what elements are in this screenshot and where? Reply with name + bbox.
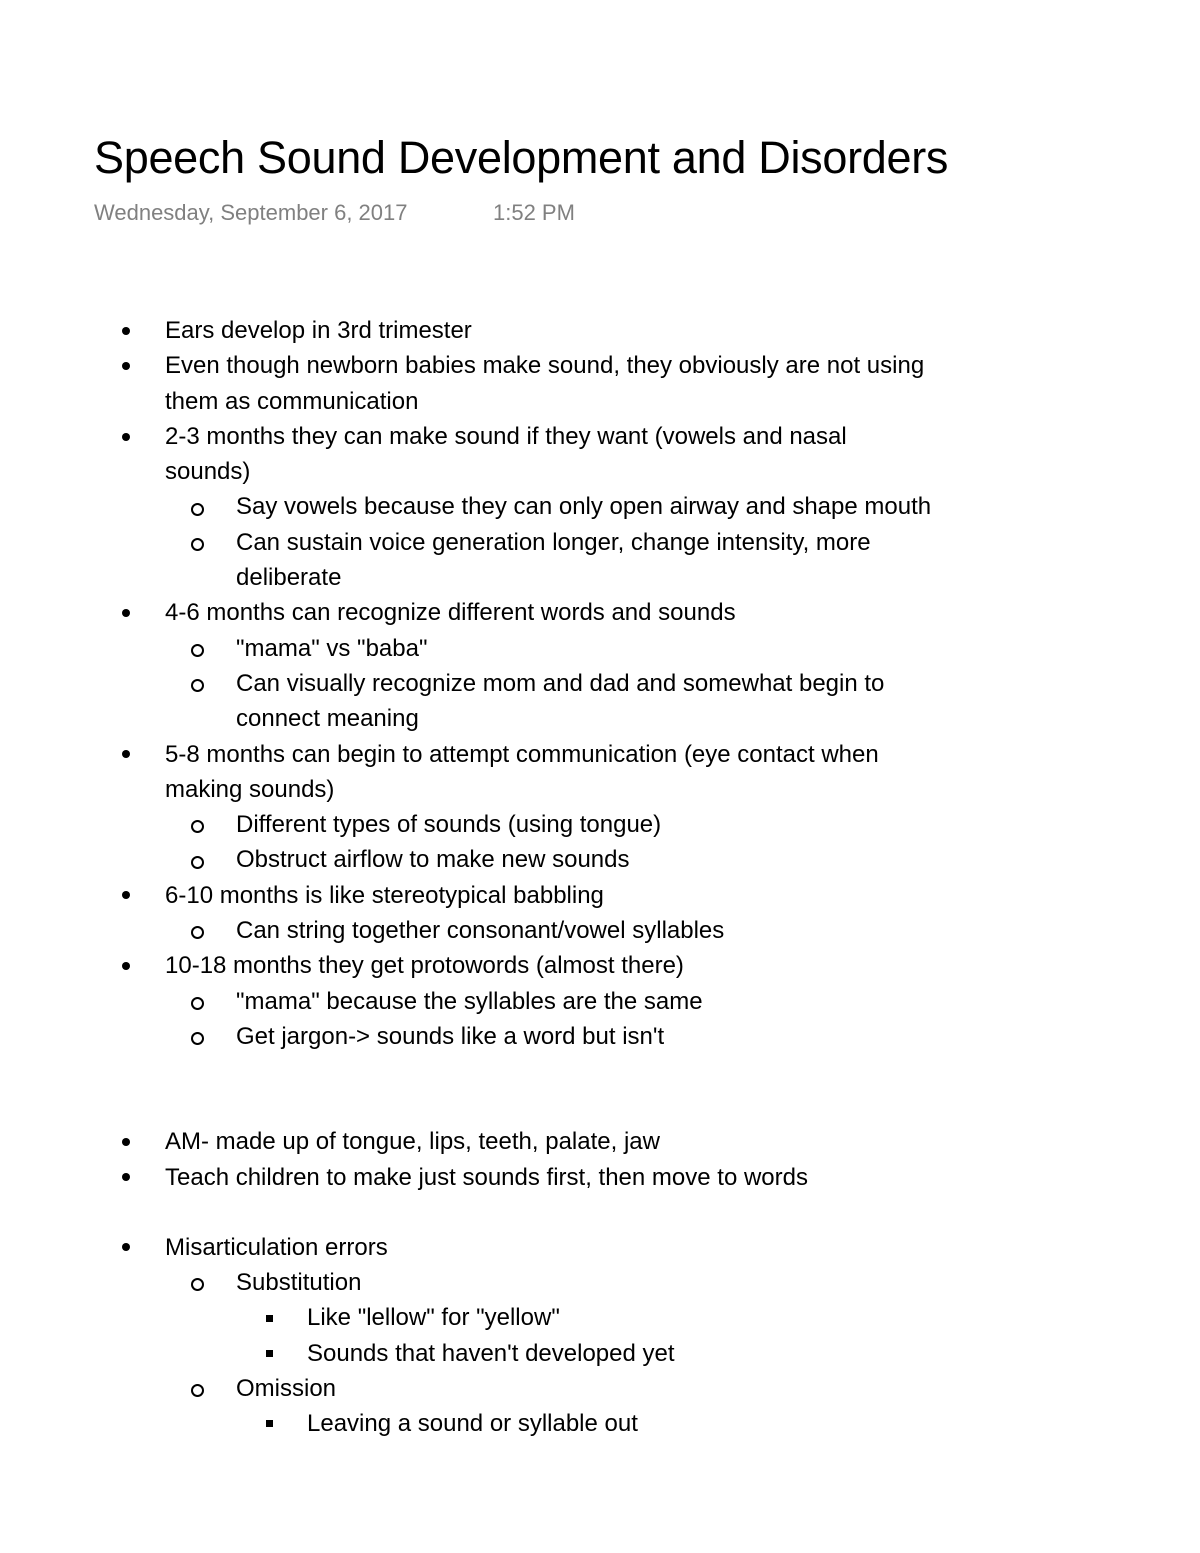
circle-bullet-marker xyxy=(191,842,204,877)
note-text-line: Obstruct airflow to make new sounds xyxy=(236,846,630,874)
note-text-line: deliberate xyxy=(236,564,342,592)
circle-bullet-marker xyxy=(191,489,204,524)
note-text-line: Sounds that haven't developed yet xyxy=(307,1339,675,1367)
circle-bullet-icon xyxy=(191,1384,204,1397)
note-text-line: Say vowels because they can only open airway and shape mouth xyxy=(236,493,932,521)
note-text-line: Leaving a sound or syllable out xyxy=(307,1410,638,1438)
bullet-dot-icon xyxy=(122,433,130,441)
note-date: Wednesday, September 6, 2017 xyxy=(94,200,408,225)
note-item-level-3 xyxy=(0,1336,1200,1371)
circle-bullet-marker xyxy=(191,1019,204,1054)
circle-bullet-icon xyxy=(191,856,204,869)
circle-bullet-marker xyxy=(191,666,204,701)
bullet-dot-marker xyxy=(122,1230,130,1265)
blank-line xyxy=(0,1195,1200,1230)
circle-bullet-icon xyxy=(191,820,204,833)
note-text-line: "mama" because the syllables are the same xyxy=(236,987,703,1015)
note-item-level-2 xyxy=(0,489,1200,524)
note-item-level-1 xyxy=(0,878,1200,913)
circle-bullet-icon xyxy=(191,1278,204,1291)
circle-bullet-icon xyxy=(191,644,204,657)
bullet-dot-icon xyxy=(122,962,130,970)
bullet-dot-icon xyxy=(122,609,130,617)
bullet-dot-icon xyxy=(122,362,130,370)
note-item-level-2 xyxy=(0,631,1200,666)
circle-bullet-icon xyxy=(191,926,204,939)
blank-line xyxy=(0,1054,1200,1124)
note-text-line: 6-10 months is like stereotypical babbling xyxy=(165,881,604,909)
note-item-level-2 xyxy=(0,984,1200,1019)
note-item-level-2 xyxy=(0,666,1200,737)
bullet-dot-marker xyxy=(122,737,130,772)
bullet-dot-icon xyxy=(122,891,130,899)
bullet-dot-marker xyxy=(122,948,130,983)
note-text-line: Can string together consonant/vowel syllables xyxy=(236,917,725,945)
note-text-line: 5-8 months can begin to attempt communication (eye contact when xyxy=(165,740,879,768)
note-text-line: AM- made up of tongue, lips, teeth, palate, jaw xyxy=(165,1128,660,1156)
note-text-line: them as communication xyxy=(165,387,419,415)
bullet-dot-marker xyxy=(122,1160,130,1195)
note-text-line: Can sustain voice generation longer, change intensity, more xyxy=(236,528,871,556)
square-bullet-marker xyxy=(266,1300,273,1335)
note-item-level-1 xyxy=(0,348,1200,419)
bullet-dot-marker xyxy=(122,595,130,630)
bullet-dot-icon xyxy=(122,1173,130,1181)
bullet-dot-icon xyxy=(122,750,130,758)
note-text-line: Different types of sounds (using tongue) xyxy=(236,811,662,839)
note-text-line: Can visually recognize mom and dad and somewhat begin to xyxy=(236,669,885,697)
bullet-dot-icon xyxy=(122,327,130,335)
note-text-line: 10-18 months they get protowords (almost there) xyxy=(165,952,684,980)
note-text-line: Substitution xyxy=(236,1269,362,1297)
circle-bullet-marker xyxy=(191,525,204,560)
circle-bullet-icon xyxy=(191,503,204,516)
note-item-level-2 xyxy=(0,842,1200,877)
note-item-level-1 xyxy=(0,595,1200,630)
circle-bullet-marker xyxy=(191,913,204,948)
note-text-line: Ears develop in 3rd trimester xyxy=(165,317,472,344)
note-text-line: sounds) xyxy=(165,458,251,486)
note-item-level-1 xyxy=(0,1124,1200,1159)
note-text-line: 4-6 months can recognize different words and sounds xyxy=(165,599,736,627)
page-title: Speech Sound Development and Disorders xyxy=(94,132,949,183)
note-item-level-1 xyxy=(0,737,1200,808)
bullet-dot-marker xyxy=(122,878,130,913)
note-item-level-3 xyxy=(0,1300,1200,1335)
bullet-dot-marker xyxy=(122,313,130,348)
note-item-level-2 xyxy=(0,525,1200,596)
square-bullet-marker xyxy=(266,1336,273,1371)
circle-bullet-icon xyxy=(191,1032,204,1045)
square-bullet-icon xyxy=(266,1420,273,1427)
note-time: 1:52 PM xyxy=(493,200,575,225)
note-text-line: connect meaning xyxy=(236,705,419,733)
bullet-dot-icon xyxy=(122,1138,130,1146)
note-item-level-1 xyxy=(0,948,1200,983)
note-item-level-1 xyxy=(0,1160,1200,1195)
note-item-level-1 xyxy=(0,313,1200,348)
bullet-dot-marker xyxy=(122,1124,130,1159)
circle-bullet-icon xyxy=(191,997,204,1010)
bullet-dot-icon xyxy=(122,1243,130,1251)
note-item-level-1 xyxy=(0,419,1200,490)
square-bullet-icon xyxy=(266,1315,273,1322)
note-text-line: making sounds) xyxy=(165,775,335,803)
note-item-level-2 xyxy=(0,1265,1200,1300)
note-item-level-2 xyxy=(0,1019,1200,1054)
note-text-line: Omission xyxy=(236,1375,337,1403)
note-text-line: Get jargon-> sounds like a word but isn't xyxy=(236,1022,665,1050)
circle-bullet-marker xyxy=(191,631,204,666)
note-item-level-3 xyxy=(0,1406,1200,1441)
bullet-dot-marker xyxy=(122,348,130,383)
note-text-line: 2-3 months they can make sound if they want (vowels and nasal xyxy=(165,422,847,450)
note-text-line: Teach children to make just sounds first, then move to words xyxy=(165,1163,808,1191)
note-text-line: Like "lellow" for "yellow" xyxy=(307,1304,560,1332)
circle-bullet-marker xyxy=(191,984,204,1019)
note-item-level-2 xyxy=(0,1371,1200,1406)
note-text-line: "mama" vs "baba" xyxy=(236,634,428,662)
circle-bullet-icon xyxy=(191,538,204,551)
circle-bullet-icon xyxy=(191,679,204,692)
note-item-level-1 xyxy=(0,1230,1200,1265)
notes-body xyxy=(0,313,1200,1442)
square-bullet-marker xyxy=(266,1406,273,1441)
note-item-level-2 xyxy=(0,913,1200,948)
bullet-dot-marker xyxy=(122,419,130,454)
square-bullet-icon xyxy=(266,1350,273,1357)
circle-bullet-marker xyxy=(191,807,204,842)
note-text-line: Misarticulation errors xyxy=(165,1233,388,1261)
circle-bullet-marker xyxy=(191,1371,204,1406)
circle-bullet-marker xyxy=(191,1265,204,1300)
note-item-level-2 xyxy=(0,807,1200,842)
note-text-line: Even though newborn babies make sound, they obviously are not using xyxy=(165,352,925,380)
